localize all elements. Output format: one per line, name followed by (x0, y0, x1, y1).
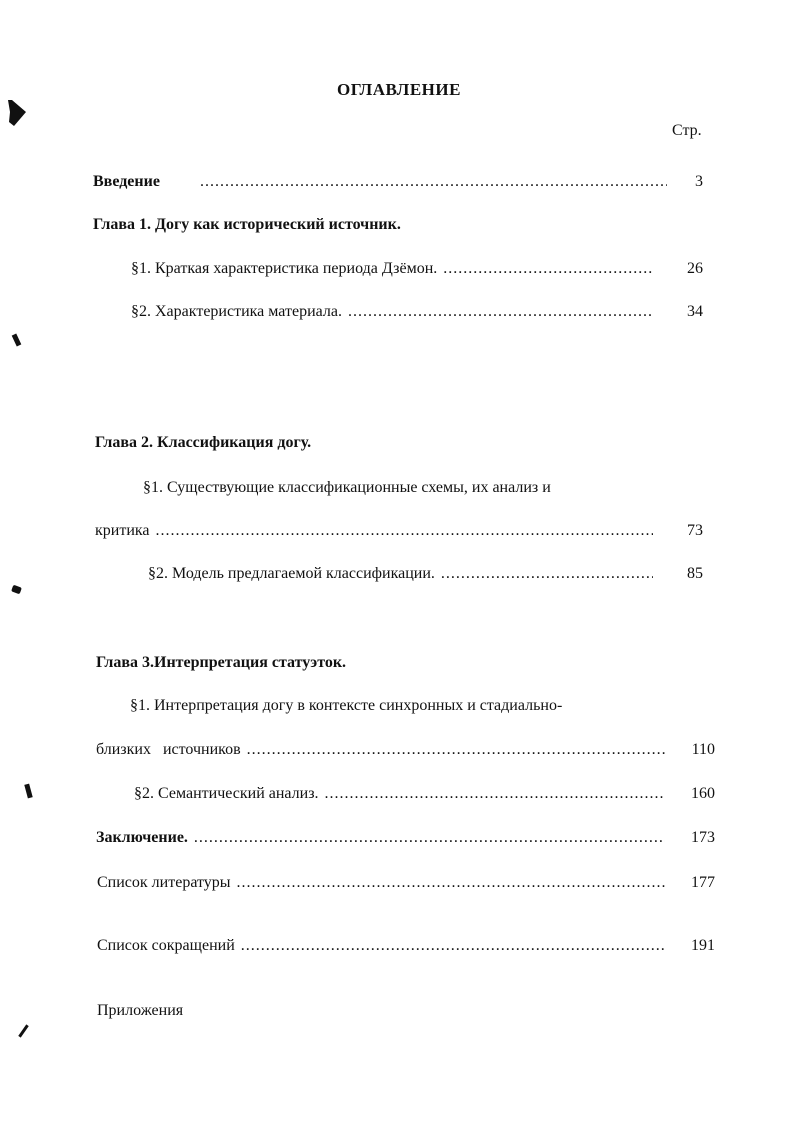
toc-entry-page: 191 (691, 937, 715, 954)
toc-entry-ch1-s2[interactable] (131, 302, 703, 322)
toc-entry-ch2-s1[interactable] (95, 521, 703, 541)
toc-entry-intro[interactable] (93, 172, 703, 192)
toc-entry-ch3-s1-line1[interactable]: §1. Интерпретация догу в контексте синхронных и стадиально- (130, 697, 563, 714)
toc-entry-label: §2. Характеристика материала. (131, 303, 342, 320)
toc-entry-ch1-s1[interactable] (131, 259, 703, 279)
chapter-heading[interactable]: Глава 3.Интерпретация статуэток. (96, 654, 347, 671)
scan-artifact-speck (12, 334, 22, 347)
toc-entry-ch3-s1[interactable] (96, 740, 715, 760)
toc-entry-page: 173 (691, 829, 715, 846)
toc-entry-label: Список литературы (97, 874, 231, 891)
dot-leader (348, 302, 653, 322)
toc-entry-ch2-s1-line1[interactable]: §1. Существующие классификационные схемы, их анализ и (143, 479, 551, 496)
dot-leader (443, 259, 653, 279)
dot-leader (194, 828, 665, 848)
dot-leader (200, 172, 667, 192)
scan-artifact-speck (18, 1024, 28, 1037)
chapter-heading[interactable]: Глава 2. Классификация догу. (95, 434, 312, 451)
toc-entry-label: §1. Краткая характеристика периода Дзёмон. (131, 260, 438, 277)
scan-artifact-speck (11, 585, 22, 595)
toc-entry-references[interactable] (97, 873, 715, 893)
toc-entry-ch2-s2[interactable] (148, 564, 703, 584)
toc-entry-abbreviations[interactable] (97, 936, 715, 956)
toc-entry-page: 34 (687, 303, 703, 320)
dot-leader (156, 521, 653, 541)
toc-entry-conclusion[interactable] (96, 828, 715, 848)
toc-entry-page: 73 (687, 522, 703, 539)
toc-entry-ch3-s2[interactable] (134, 784, 715, 804)
scan-artifact-arrow (6, 98, 28, 128)
toc-entry-page: 85 (687, 565, 703, 582)
toc-entry-label: Заключение. (96, 829, 188, 846)
dot-leader (247, 740, 665, 760)
dot-leader (441, 564, 653, 584)
dot-leader (325, 784, 665, 804)
page-title: ОГЛАВЛЕНИЕ (337, 80, 461, 99)
dot-leader (237, 873, 665, 893)
toc-entry-label: Введение (93, 173, 160, 190)
toc-entry-label: Список сокращений (97, 937, 235, 954)
scan-artifact-speck (24, 784, 32, 799)
toc-entry-page: 177 (691, 874, 715, 891)
toc-entry-appendix[interactable]: Приложения (97, 1002, 184, 1019)
toc-entry-label: критика (95, 522, 150, 539)
toc-entry-page: 110 (691, 741, 715, 758)
toc-entry-label: §2. Модель предлагаемой классификации. (148, 565, 435, 582)
toc-entry-label: §2. Семантический анализ. (134, 785, 319, 802)
page-column-label: Стр. (672, 122, 702, 139)
toc-entry-page: 3 (695, 173, 703, 190)
chapter-heading[interactable]: Глава 1. Догу как исторический источник. (93, 216, 401, 233)
dot-leader (241, 936, 665, 956)
toc-entry-page: 26 (687, 260, 703, 277)
toc-entry-label: близких источников (96, 741, 241, 758)
toc-entry-page: 160 (691, 785, 715, 802)
